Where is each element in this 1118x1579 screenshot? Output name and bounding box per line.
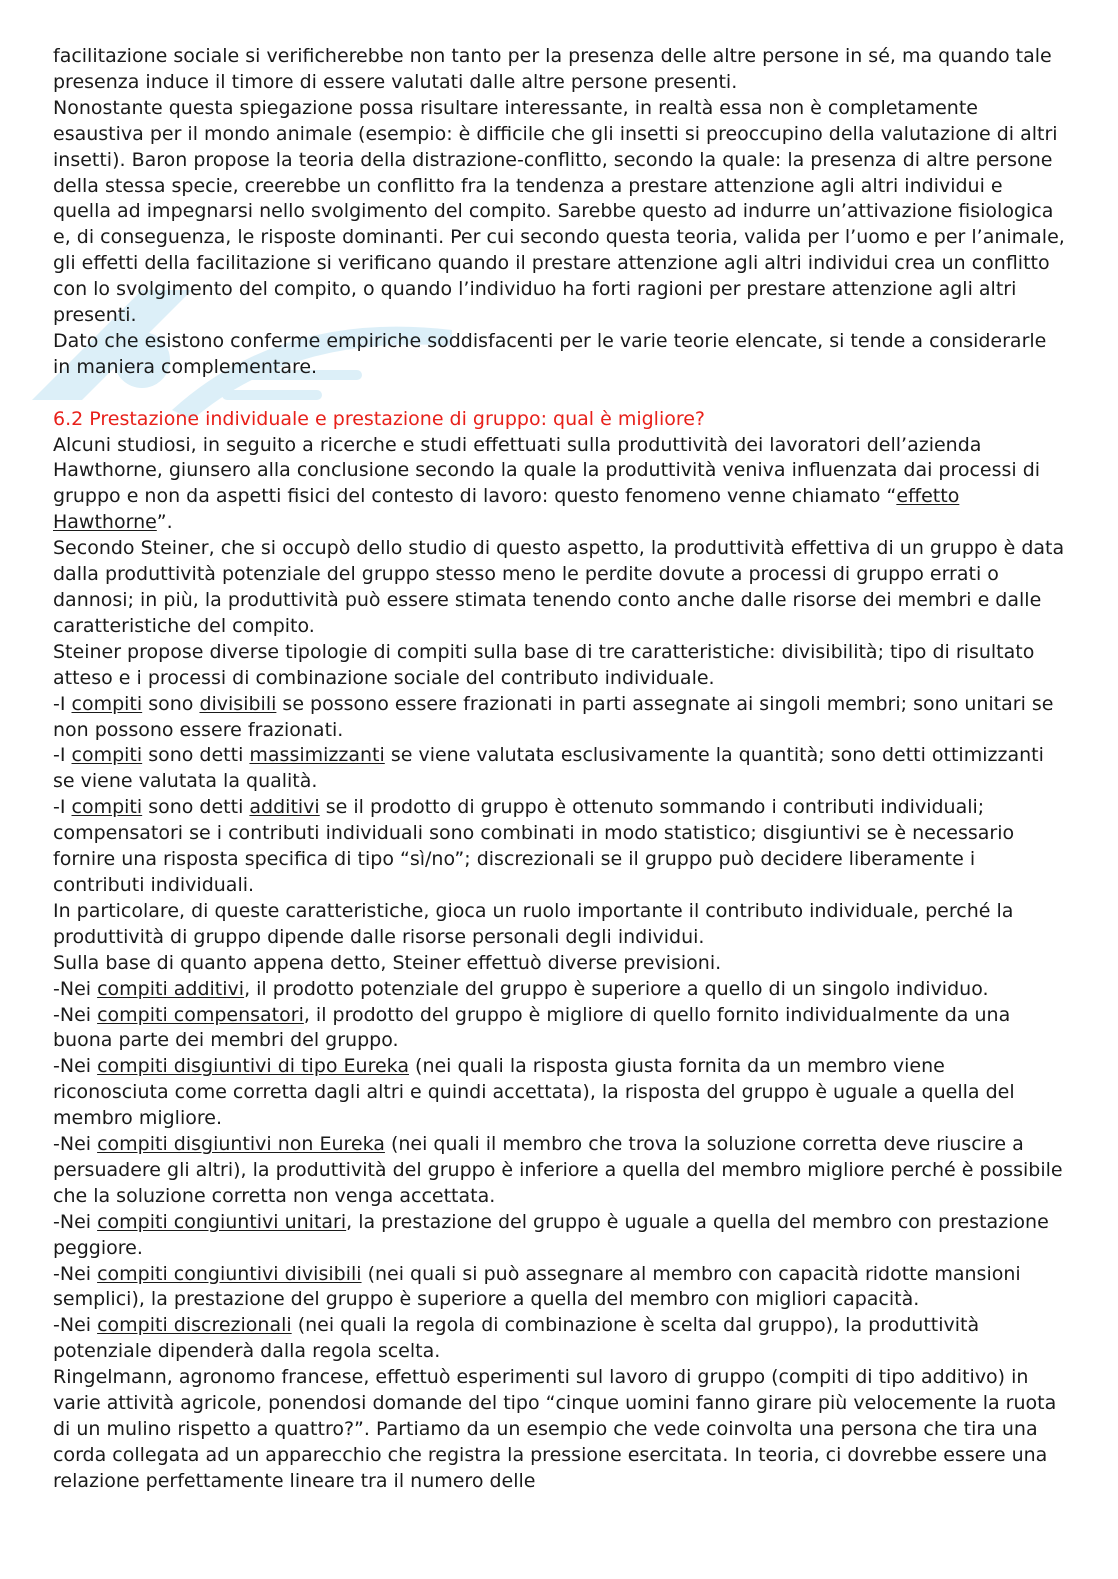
paragraph: Nonostante questa spiegazione possa risultare interessante, in realtà essa non è completamente esaustiva per il mondo animale (esempio: è difficile che gli insetti si preoccupino della valutazione di altri insetti). Baron propose la teoria della distrazione-conflitto, secondo la quale: la presenza di altre persone della stessa specie, creerebbe un conflitto fra la tendenza a prestare attenzione agli altri individui e quella ad impegnarsi nello svolgimento del compito. Sarebbe questo ad indurre un’attivazione fisiologica e, di conseguenza, le risposte dominanti. Per cui secondo questa teoria, valida per l’uomo e per l’animale, gli effetti della facilitazione si verificano quando il prestare attenzione agli altri individui crea un conflitto con lo svolgimento del compito, o quando l’individuo ha forti ragioni per prestare attenzione agli altri presenti. xyxy=(53,96,1065,327)
list-item-prediction: -Nei compiti congiuntivi unitari, la prestazione del gruppo è uguale a quella del membro con prestazione peggiore. xyxy=(53,1210,1049,1259)
paragraph: In particolare, di queste caratteristiche, gioca un ruolo importante il contributo individuale, perché la produttività di gruppo dipende dalle risorse personali degli individui. xyxy=(53,899,1014,948)
paragraph: Sulla base di quanto appena detto, Steiner effettuò diverse previsioni. xyxy=(53,951,722,974)
list-item-prediction: -Nei compiti congiuntivi divisibili (nei quali si può assegnare al membro con capacità ridotte mansioni semplici), la prestazione del gruppo è superiore a quella del membro con migliori capacità. xyxy=(53,1262,1021,1311)
spacer xyxy=(53,381,1066,407)
list-item-prediction: -Nei compiti disgiuntivi di tipo Eureka (nei quali la risposta giusta fornita da un membro viene riconosciuta come corretta dagli altri e quindi accettata), la risposta del gruppo è uguale a quella del membro migliore. xyxy=(53,1055,1015,1130)
list-item-prediction: -Nei compiti additivi, il prodotto potenziale del gruppo è superiore a quello di un singolo individuo. xyxy=(53,977,989,1000)
list-item-task-type: -I compiti sono divisibili se possono essere frazionati in parti assegnate ai singoli membri; sono unitari se non possono essere frazionati. xyxy=(53,692,1054,741)
paragraph: Steiner propose diverse tipologie di compiti sulla base di tre caratteristiche: divisibilità; tipo di risultato atteso e i processi di combinazione sociale del contributo individuale. xyxy=(53,640,1035,689)
list-item-prediction: -Nei compiti compensatori, il prodotto del gruppo è migliore di quello fornito individualmente da una buona parte dei membri del gruppo. xyxy=(53,1003,1011,1052)
paragraph: Secondo Steiner, che si occupò dello studio di questo aspetto, la produttività effettiva di un gruppo è data dalla produttività potenziale del gruppo stesso meno le perdite dovute a processi di gruppo errati o dannosi; in più, la produttività può essere stimata tenendo conto anche dalle risorse dei membri e dalle caratteristiche del compito. xyxy=(53,537,1065,637)
list-item-task-type: -I compiti sono detti additivi se il prodotto di gruppo è ottenuto sommando i contributi individuali; compensatori se i contributi individuali sono combinati in modo statistico; disgiuntivi se è necessario fornire una risposta specifica di tipo “sì/no”; discrezionali se il gruppo può decidere liberamente i contributi individuali. xyxy=(53,796,1015,896)
section-heading: 6.2 Prestazione individuale e prestazione di gruppo: qual è migliore? xyxy=(53,407,706,430)
underlined-term: effetto Hawthorne xyxy=(53,485,960,534)
list-item-prediction: -Nei compiti discrezionali (nei quali la regola di combinazione è scelta dal gruppo), la produttività potenziale dipenderà dalla regola scelta. xyxy=(53,1314,980,1363)
list-item-task-type: -I compiti sono detti massimizzanti se viene valutata esclusivamente la quantità; sono detti ottimizzanti se viene valutata la qualità. xyxy=(53,744,1044,793)
list-item-prediction: -Nei compiti disgiuntivi non Eureka (nei quali il membro che trova la soluzione corretta deve riuscire a persuadere gli altri), la produttività del gruppo è inferiore a quella del membro migliore perché è possibile che la soluzione corretta non venga accettata. xyxy=(53,1133,1063,1207)
paragraph: Dato che esistono conferme empiriche soddisfacenti per le varie teorie elencate, si tende a considerarle in maniera complementare. xyxy=(53,329,1047,378)
paragraph-hawthorne: Alcuni studiosi, in seguito a ricerche e studi effettuati sulla produttività dei lavoratori dell’azienda Hawthorne, giunsero alla conclusione secondo la quale la produttività veniva influenzata dai processi di gruppo e non da aspetti fisici del contesto di lavoro: questo fenomeno venne chiamato “effetto Hawthorne”. xyxy=(53,433,1041,534)
paragraph-ringelmann: Ringelmann, agronomo francese, effettuò esperimenti sul lavoro di gruppo (compiti di tipo additivo) in varie attività agricole, ponendosi domande del tipo “cinque uomini fanno girare più velocemente la ruota di un mulino rispetto a quattro?”. Partiamo da un esempio che vede coinvolta una persona che tira una corda collegata ad un apparecchio che registra la pressione esercitata. In teoria, ci dovrebbe essere una relazione perfettamente lineare tra il numero delle xyxy=(53,1366,1057,1492)
paragraph: facilitazione sociale si verificherebbe non tanto per la presenza delle altre persone in sé, ma quando tale presenza induce il timore di essere valutati dalle altre persone presenti. xyxy=(53,45,1052,93)
